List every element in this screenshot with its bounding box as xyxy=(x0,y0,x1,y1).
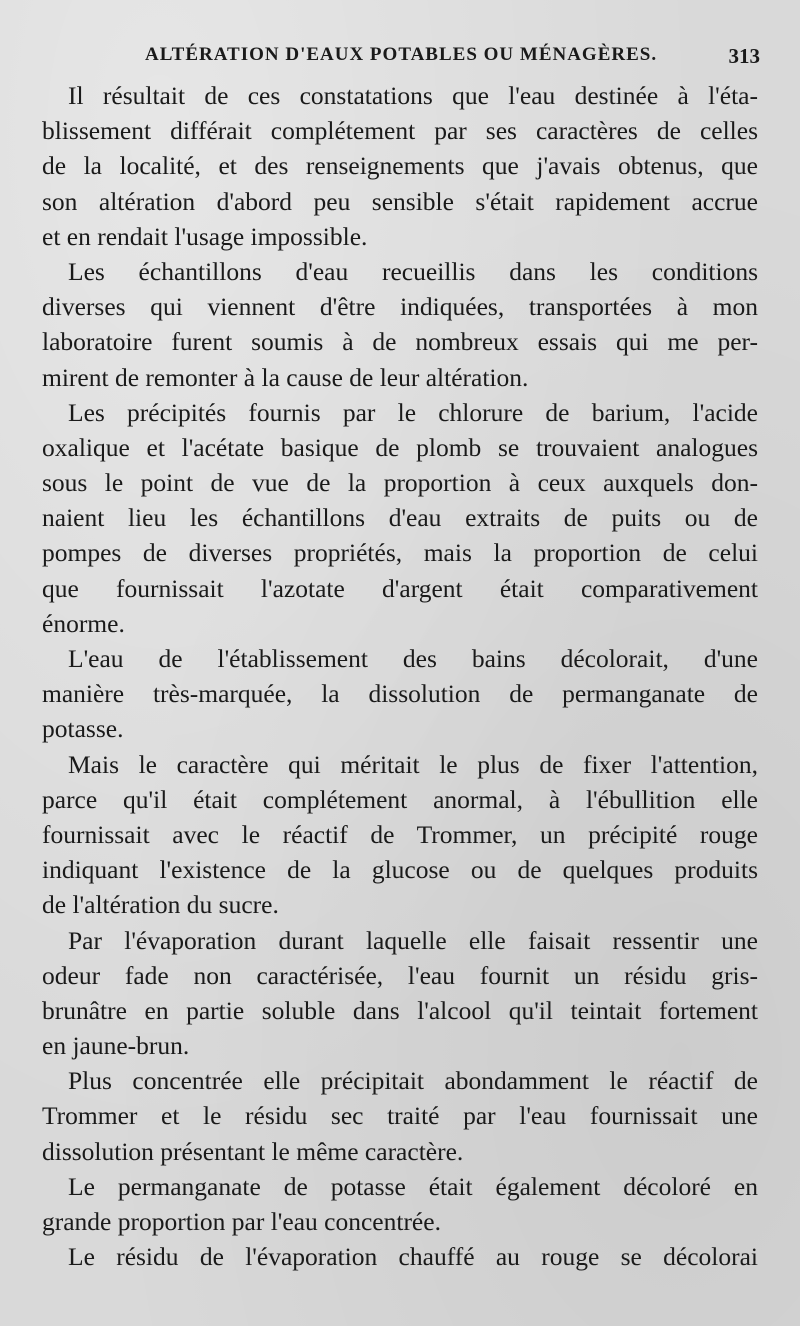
text-line: Les précipités fournis par le chlorure de barium, l'acide xyxy=(68,397,758,427)
paragraph xyxy=(42,747,758,923)
page-header xyxy=(60,40,760,74)
text-line: naient lieu les échantillons d'eau extraits de puits ou de xyxy=(42,503,758,533)
text-line: oxalique et l'acétate basique de plomb se trouvaient analogues xyxy=(42,432,758,462)
text-line: potasse. xyxy=(42,714,124,744)
paragraph xyxy=(42,1169,758,1239)
text-line: sous le point de vue de la proportion à ceux auxquels don- xyxy=(42,468,758,498)
text-line: Trommer et le résidu sec traité par l'eau fournissait une xyxy=(42,1101,758,1131)
text-line: manière très-marquée, la dissolution de permanganate de xyxy=(42,679,758,709)
text-line: que fournissait l'azotate d'argent était comparativement xyxy=(42,573,758,603)
paragraph xyxy=(42,254,758,395)
paragraph xyxy=(42,78,758,254)
paragraph xyxy=(42,1239,758,1274)
text-line: odeur fade non caractérisée, l'eau fournit un résidu gris- xyxy=(42,960,758,990)
text-line: indiquant l'existence de la glucose ou de quelques produits xyxy=(42,855,758,885)
page-body xyxy=(42,78,758,1274)
text-line: dissolution présentant le même caractère. xyxy=(42,1136,464,1166)
text-line: brunâtre en partie soluble dans l'alcool qu'il teintait fortement xyxy=(42,995,758,1025)
text-line: parce qu'il était complétement anormal, à l'ébullition elle xyxy=(42,784,758,814)
running-head: ALTÉRATION D'EAUX POTABLES OU MÉNAGÈRES. xyxy=(145,44,658,65)
text-line: en jaune-brun. xyxy=(42,1031,190,1061)
text-line: blissement différait complétement par ses caractères de celles xyxy=(42,116,758,146)
text-line: son altération d'abord peu sensible s'était rapidement accrue xyxy=(42,186,758,216)
text-line: de la localité, et des renseignements que j'avais obtenus, que xyxy=(42,151,758,181)
text-line: Mais le caractère qui méritait le plus de fixer l'attention, xyxy=(68,749,758,779)
text-line: Le permanganate de potasse était également décoloré en xyxy=(68,1171,758,1201)
text-line: mirent de remonter à la cause de leur altération. xyxy=(42,362,529,392)
page-number: 313 xyxy=(728,44,760,68)
paragraph xyxy=(42,923,758,1064)
text-line: laboratoire furent soumis à de nombreux essais qui me per- xyxy=(42,327,758,357)
text-line: diverses qui viennent d'être indiquées, transportées à mon xyxy=(42,292,758,322)
text-line: Les échantillons d'eau recueillis dans les conditions xyxy=(68,256,758,286)
text-line: Plus concentrée elle précipitait abondamment le réactif de xyxy=(68,1066,758,1096)
text-line: et en rendait l'usage impossible. xyxy=(42,221,368,251)
text-line: Le résidu de l'évaporation chauffé au rouge se décolorai xyxy=(68,1242,758,1272)
text-line: fournissait avec le réactif de Trommer, un précipité rouge xyxy=(42,819,758,849)
text-line: Il résultait de ces constatations que l'eau destinée à l'éta- xyxy=(68,81,758,110)
text-line: pompes de diverses propriétés, mais la proportion de celui xyxy=(42,538,758,568)
text-line: Par l'évaporation durant laquelle elle faisait ressentir une xyxy=(68,925,758,955)
text-line: de l'altération du sucre. xyxy=(42,890,279,920)
paragraph xyxy=(42,641,758,747)
text-line: énorme. xyxy=(42,608,125,638)
text-line: L'eau de l'établissement des bains décolorait, d'une xyxy=(68,644,758,673)
paragraph xyxy=(42,395,758,641)
paragraph xyxy=(42,1063,758,1169)
text-line: grande proportion par l'eau concentrée. xyxy=(42,1207,441,1236)
